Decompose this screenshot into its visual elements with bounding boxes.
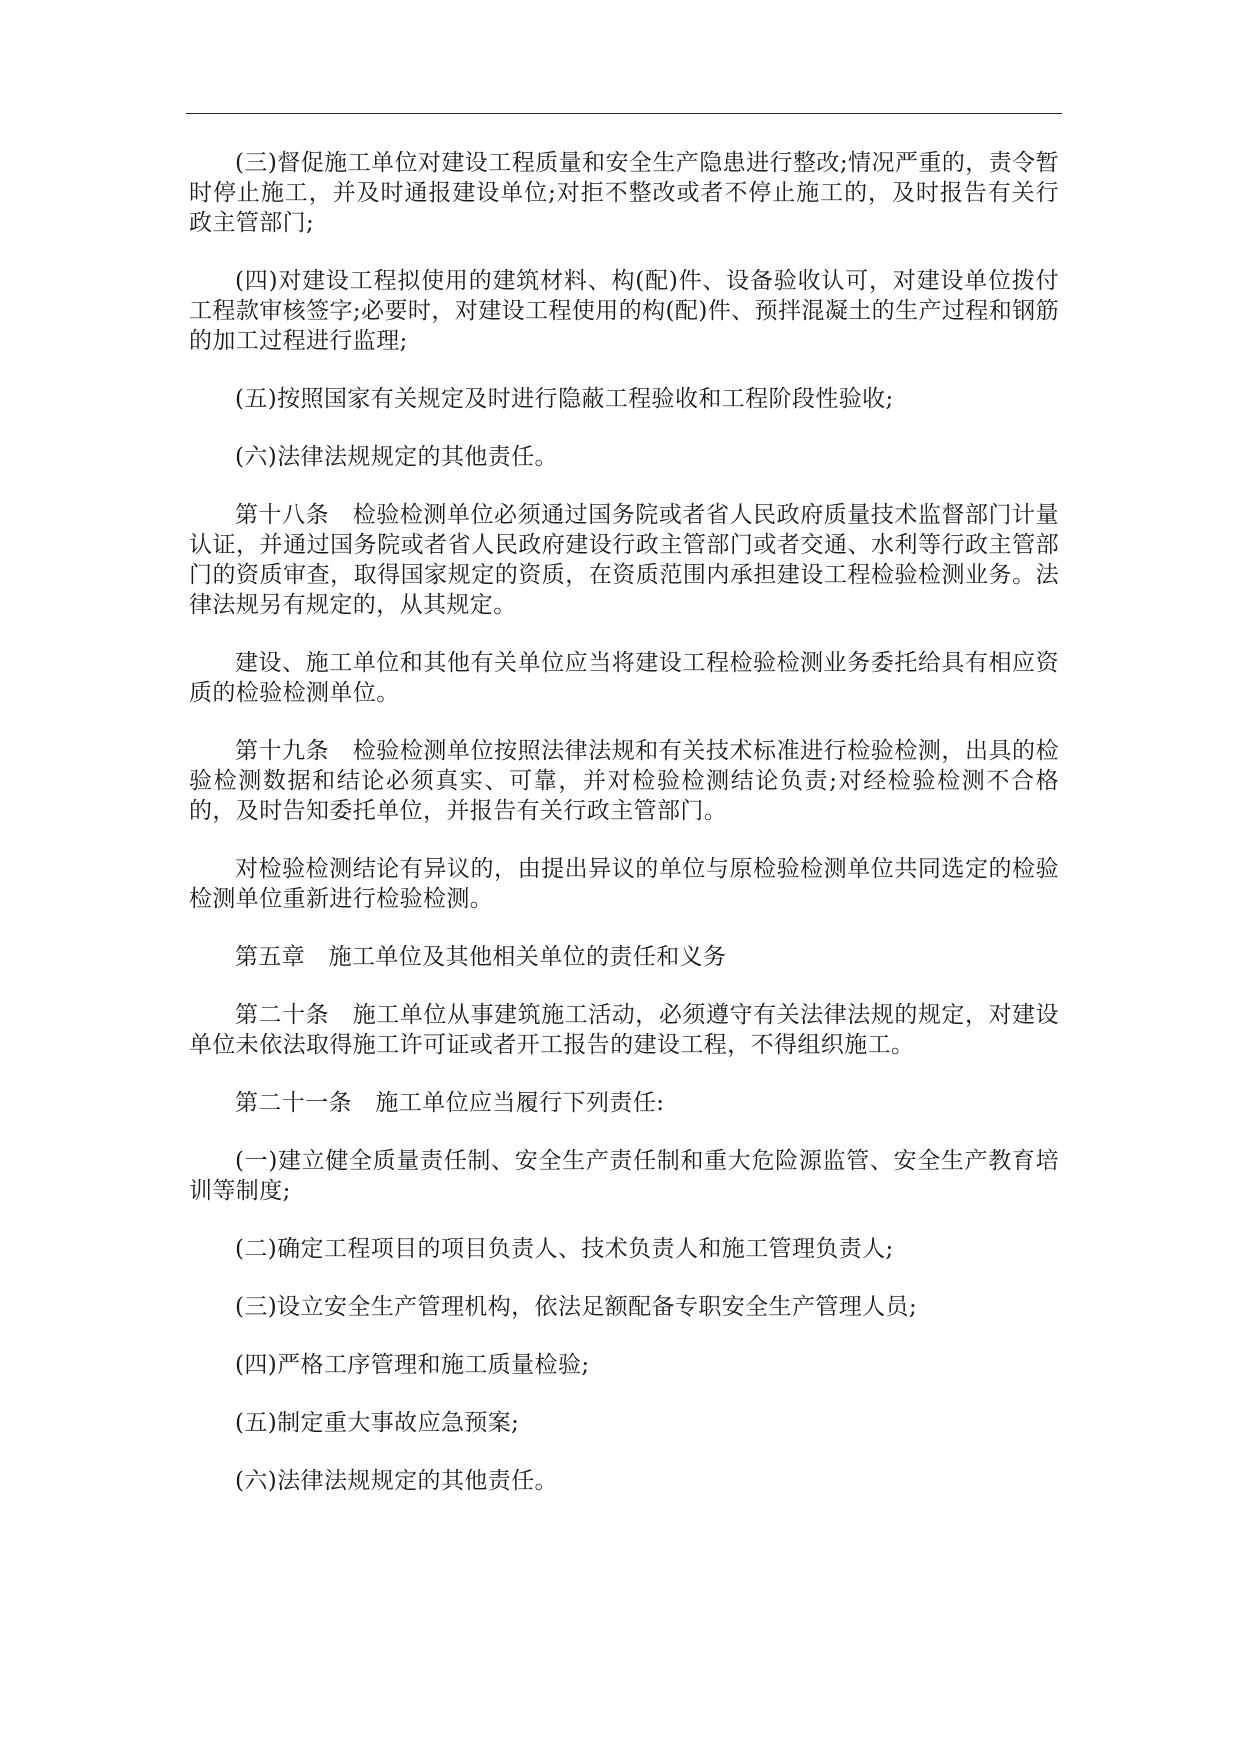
- paragraph: (四)对建设工程拟使用的建筑材料、构(配)件、设备验收认可，对建设单位拨付工程款审核签字;必要时，对建设工程使用的构(配)件、预拌混凝土的生产过程和钢筋的加工过程进行监理;: [189, 268, 1059, 354]
- paragraph: (六)法律法规规定的其他责任。: [235, 444, 558, 470]
- paragraph: (四)严格工序管理和施工质量检验;: [235, 1352, 590, 1378]
- document-body: [189, 148, 1059, 1524]
- paragraph: (二)确定工程项目的项目负责人、技术负责人和施工管理负责人;: [235, 1236, 894, 1262]
- paragraph: (三)设立安全生产管理机构，依法足额配备专职安全生产管理人员;: [235, 1294, 918, 1320]
- paragraph: 对检验检测结论有异议的，由提出异议的单位与原检验检测单位共同选定的检验检测单位重新进行检验检测。: [189, 856, 1059, 912]
- article-21-paragraph: 第二十一条 施工单位应当履行下列责任:: [235, 1090, 665, 1116]
- paragraph: (三)督促施工单位对建设工程质量和安全生产隐患进行整改;情况严重的，责令暂时停止施工，并及时通报建设单位;对拒不整改或者不停止施工的，及时报告有关行政主管部门;: [189, 150, 1059, 236]
- paragraph: (一)建立健全质量责任制、安全生产责任制和重大危险源监管、安全生产教育培训等制度;: [189, 1148, 1059, 1204]
- article-18-paragraph: 第十八条 检验检测单位必须通过国务院或者省人民政府质量技术监督部门计量认证，并通过国务院或者省人民政府建设行政主管部门或者交通、水利等行政主管部门的资质审查，取得国家规定的资质，在资质范围内承担建设工程检验检测业务。法律法规另有规定的，从其规定。: [189, 502, 1059, 618]
- paragraph: (五)制定重大事故应急预案;: [235, 1410, 520, 1436]
- paragraph: (五)按照国家有关规定及时进行隐蔽工程验收和工程阶段性验收;: [235, 386, 894, 412]
- header-rule: [186, 113, 1062, 114]
- article-19-paragraph: 第十九条 检验检测单位按照法律法规和有关技术标准进行检验检测，出具的检验检测数据和结论必须真实、可靠，并对检验检测结论负责;对经检验检测不合格的，及时告知委托单位，并报告有关行政主管部门。: [189, 738, 1059, 824]
- article-20-paragraph: 第二十条 施工单位从事建筑施工活动，必须遵守有关法律法规的规定，对建设单位未依法取得施工许可证或者开工报告的建设工程，不得组织施工。: [189, 1002, 1059, 1058]
- chapter-heading: 第五章 施工单位及其他相关单位的责任和义务: [235, 944, 727, 970]
- paragraph: 建设、施工单位和其他有关单位应当将建设工程检验检测业务委托给具有相应资质的检验检测单位。: [189, 650, 1059, 706]
- paragraph: (六)法律法规规定的其他责任。: [235, 1468, 558, 1494]
